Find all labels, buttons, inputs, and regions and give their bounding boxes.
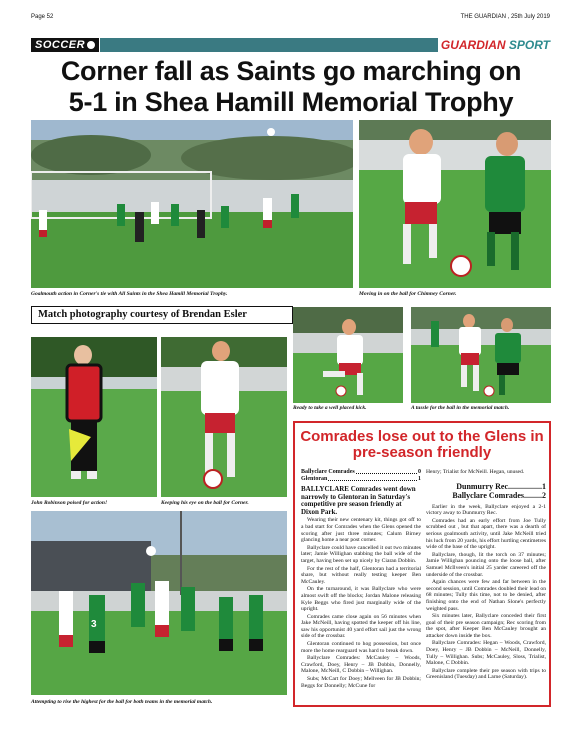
score-dots	[356, 469, 417, 474]
headline-line-1: Corner fall as Saints go marching on	[60, 56, 522, 86]
article-paragraph: Ballyclare could have cancelled it out two minutes later; Jamie Willighan stabbing the ball wide of the target, having been set up nicely by Ciaran Dobbin.	[301, 544, 421, 564]
caption-moving-in: Moving in on the ball for Chimney Corner.	[359, 291, 457, 297]
article-paragraph: Earlier in the week, Ballyclare enjoyed a 2-1 victory away to Dunmurry Rec.	[426, 503, 546, 517]
article-paragraph: Subs; McCart for Doey; Mellveen for JB Dobbin; Beggs for Donnelly; McCune for	[301, 676, 421, 689]
score-line-ballyclare-win: Ballyclare Comrades.........2	[452, 490, 546, 500]
article-column-right	[426, 469, 546, 682]
caption-ready-kick: Ready to take a well placed kick.	[293, 405, 367, 411]
score-goals-glentoran: 1	[418, 476, 421, 482]
article-paragraph: Wearing their new centenary kit, things got off to a bad start for Comrades when the Glens opened the scoring after just three minutes; Calum Birney glancing home a near post corner.	[301, 517, 421, 544]
headline-line-2: 5-1 in Shea Hamill Memorial Trophy	[68, 87, 514, 117]
brand-logo	[440, 38, 550, 52]
article-paragraph: Ballyclare Comrades: Hegan – Woods, Crawford, Doey, Henry – JB Dobbin – McNeill, Donnelly, Tully – Willighan. Subs; McCauley, Sloss, Trialist, Malone, C Dobbin.	[426, 640, 546, 667]
caption-goalmouth: Goalmouth action in Corner's tie with All Saints in the Shea Hamill Memorial Trophy.	[31, 291, 228, 297]
brand-guardian: GUARDIAN	[440, 38, 506, 52]
shirt-number-text: 3	[91, 619, 97, 630]
score-team-ballyclare: Ballyclare Comrades	[301, 469, 355, 475]
article-paragraph: Henry; Trialist for McNeill. Hegan, unused.	[426, 469, 525, 475]
score-line-ballyclare	[301, 469, 421, 476]
article-box	[293, 421, 551, 707]
article-paragraph: On the turnaround, it was Ballyclare who were almost swift off the blocks; Jordan Malone releasing Kyle Beggs who fired just marginally wide of the upright.	[301, 586, 421, 613]
soccer-ball-icon	[86, 40, 96, 50]
photo-goalmouth	[31, 120, 353, 288]
article-paragraph: Ballyclare complete their pre season with trips to Greenisland (Tuesday) and Larne (Saturday).	[426, 667, 546, 681]
photo-attempting-rise	[31, 511, 287, 695]
score-dots	[328, 476, 417, 481]
score-line-glentoran	[301, 476, 421, 483]
section-label	[31, 38, 99, 52]
article-paragraph: Six minutes later, Ballyclare conceded their first goal of their pre season campaign; Rec scoring from the spot, after Keeper Ben McCauley brought an attacker down inside the box.	[426, 613, 546, 639]
caption-keeping-eye: Keeping his eye on the ball for Corner.	[161, 500, 249, 506]
article-column-left	[301, 469, 421, 690]
brand-sport: SPORT	[508, 38, 550, 52]
photo-moving-in	[359, 120, 551, 288]
article-lead: BALLYCLARE Comrades went down narrowly to Glentoran in Saturday's competitive pre season friendly at Dixon Park.	[301, 485, 416, 516]
header-rule	[100, 38, 438, 52]
article-paragraph: Ballyclare, though, lit the torch on 37 minutes; Jamie Willighan pouncing onto the loose ball, after Samuel McIlveen's initial 25 yarder careered off the underside of the crossbar.	[426, 551, 546, 578]
photo-ready-kick	[293, 307, 403, 403]
article-headline: Comrades lose out to the Glens in pre-season friendly	[300, 428, 544, 461]
article-paragraph: Again chances were few and far between in the second session, until Comrades doubled their lead on 68 minutes; Tully this time, not to be denied, after finishing onto the end of Nathan Slone's perfectly weighted pass.	[426, 579, 546, 612]
photo-keeping-eye	[161, 337, 287, 497]
section-label-text: SOCCER	[35, 39, 86, 51]
page-number: Page 52	[31, 14, 54, 20]
caption-tussle: A tussle for the ball in the memorial match.	[411, 405, 510, 411]
caption-robinson: John Robinson poised for action!	[31, 500, 108, 506]
score-team-glentoran: Glentoran	[301, 476, 328, 482]
article-paragraph: For the rest of the half, Glentoran had a territorial share, but without really testing keeper Ben McCauley.	[301, 565, 421, 585]
caption-attempting-rise: Attempting to rise the highest for the ball for both teams in the memorial match.	[31, 699, 213, 705]
article-paragraph: Ballyclare Comrades: McCauley – Woods, Crawford, Doey, Henry – JB Dobbin, Donnelly, Malone, McNeill, C Dobbin – Willighan.	[301, 655, 421, 675]
page-headline	[26, 56, 556, 118]
photo-credit: Match photography courtesy of Brendan Esler	[31, 306, 293, 324]
publication-date: THE GUARDIAN , 25th July 2019	[460, 14, 550, 20]
article-paragraph: Comrades had an early effort from Joe Tully scrubbed out , but that apart, there was a dearth of serious goalmouth activity, until Jake McNeill tried his luck from 20 yards, his effort hurtling centimetres wide of the base of the upright.	[426, 517, 546, 551]
article-paragraph: Comrades came close again on 56 minutes when Jake McNeill, having spotted the keeper off his line, saw his opportunist 40 yard effort sail just the wrong side of the crossbar.	[301, 613, 421, 640]
article-paragraph: Glentoran continued to hog possession, but once more the home rearguard was hard to break down.	[301, 641, 421, 654]
score-line-dunmurry: Dunmurry Rec.................1	[456, 481, 546, 491]
score-goals-ballyclare: 0	[418, 469, 421, 475]
photo-tussle	[411, 307, 551, 403]
photo-robinson	[31, 337, 157, 497]
